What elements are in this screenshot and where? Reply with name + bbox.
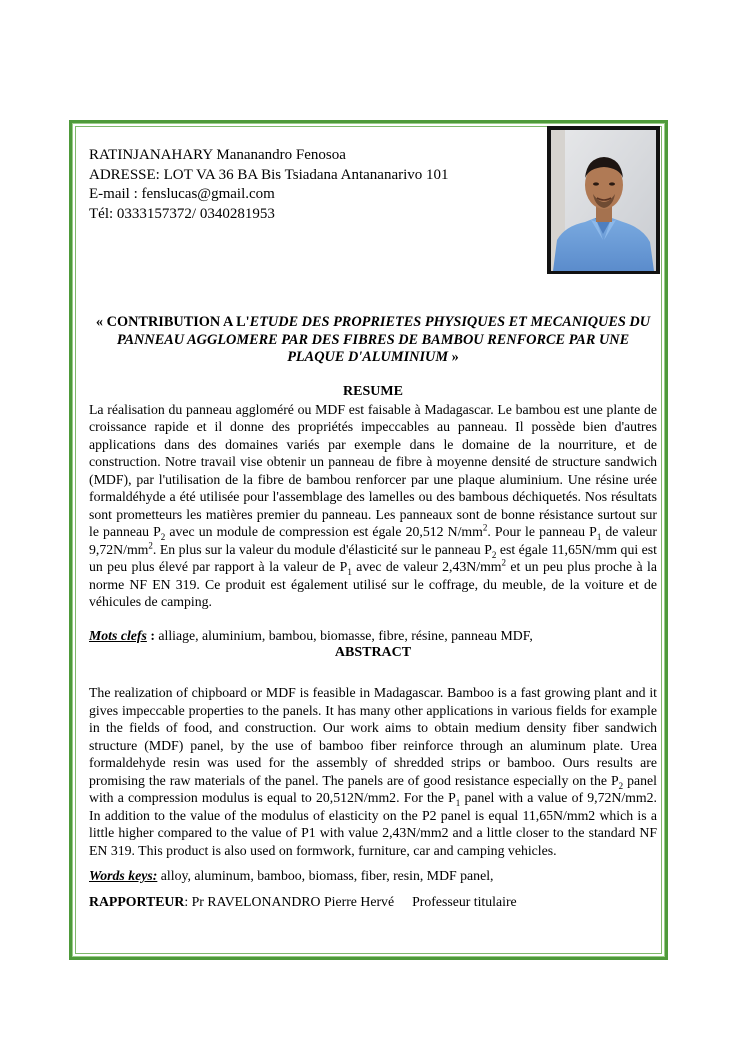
- resume-heading: RESUME: [343, 384, 403, 399]
- abstract-body: [89, 684, 657, 859]
- author-address: ADRESSE: LOT VA 36 BA Bis Tsiadana Antananarivo 101: [89, 166, 449, 183]
- title-close: »: [448, 349, 459, 365]
- resume-body: [89, 401, 657, 611]
- author-photo: [547, 126, 660, 274]
- resume-text-3: . Pour le panneau P: [487, 524, 597, 539]
- resume-sub-b: 1: [596, 531, 602, 542]
- resume-sub-a: 2: [160, 531, 166, 542]
- resume-text-1: La réalisation du panneau aggloméré ou MDF est faisable à Madagascar. Le bambou est une plante de croissance rapide et il donne des propriétés impeccables au panneau. Il possède bien d'autres applications dans des domaines variés par exemple dans le domaine de la nourriture, et de construction. Notre travail vise obtenir un panneau de fibre à moyenne densité de structure sandwich (MDF), par l'utilisation de la fibre de bambou renforcer par une plaque aluminium. Une résine urée formaldéhyde a été utilisée pour l'assemblage des lamelles ou des bambous déchiquetés. Nos résultats sont prometteurs les matières premier du panneau. Les panneaux sont de bonne résistance surtout sur le panneau P: [89, 401, 657, 539]
- rapporteur-name: : Pr RAVELONANDRO Pierre Hervé: [184, 893, 395, 909]
- abstract-keywords-text: alloy, aluminum, bamboo, biomass, fiber, resin, MDF panel,: [157, 868, 494, 883]
- resume-keywords-sep: :: [146, 627, 159, 643]
- resume-sub-c: 2: [491, 549, 497, 560]
- title-open: « CONTRIBUTION A L': [95, 314, 250, 330]
- rapporteur-title: Professeur titulaire: [412, 893, 517, 909]
- resume-keywords-text: alliage, aluminium, bambou, biomasse, fibre, résine, panneau MDF,: [158, 627, 533, 643]
- abstract-keywords: [89, 867, 657, 885]
- abstract-sub-b: 1: [455, 797, 461, 808]
- abstract-keywords-label: Words keys:: [89, 868, 158, 883]
- resume-sup-c: 2: [501, 557, 507, 568]
- resume-text-6: est égale 11,65N/mm qui est un peu plus élevé par rapport à la valeur de P: [89, 541, 657, 574]
- author-block: [89, 146, 449, 224]
- resume-text-2: avec un module de compression est égale 20,512 N/mm: [165, 524, 483, 539]
- author-name: RATINJANAHARY Mananandro Fenosoa: [89, 147, 346, 163]
- title-italic: ETUDE DES PROPRIETES PHYSIQUES ET MECANIQUES DU PANNEAU AGGLOMERE PAR DES FIBRES DE BAMBOU RENFORCE PAR UNE PLAQUE D'ALUMINIUM: [116, 314, 651, 365]
- resume-section: [89, 383, 657, 662]
- rapporteur-line: [89, 893, 657, 911]
- resume-keywords-label: Mots clefs: [89, 627, 147, 643]
- resume-text-5: . En plus sur la valeur du module d'élasticité sur le panneau P: [152, 541, 492, 557]
- resume-keywords: [89, 627, 657, 645]
- abstract-text-3: panel with a value of 9,72N/mm2. In addition to the value of the modulus of elasticity on the P2 panel is equal 11,65N/mm2 which is a little higher compared to the value of P1 with value 2,43N/mm2 and a little closer to the standard NF EN 319. This product is also used on formwork, furniture, car and camping vehicles.: [89, 790, 657, 858]
- resume-sub-d: 1: [347, 566, 352, 577]
- abstract-text-1: The realization of chipboard or MDF is feasible in Madagascar. Bamboo is a fast growing plant and it gives impeccable properties to the panels. It has many other applications in various fields for example in the fields of food, and construction. Our work aims to obtain medium density fiber sandwich structure (MDF) panel, by the use of bamboo fiber reinforce through an aluminum plate. Urea formaldehyde resin was used for the assembly of shredded strips or bamboo. Ours results are promising the raw materials of the panel. The panels are of good resistance especially on the P: [89, 685, 657, 788]
- author-phone: Tél: 0333157372/ 0340281953: [89, 205, 275, 222]
- abstract-heading: ABSTRACT: [334, 645, 412, 660]
- author-email: E-mail : fenslucas@gmail.com: [89, 186, 275, 202]
- thesis-title: [89, 314, 657, 367]
- resume-text-8: et un peu plus proche à la norme NF EN 319. Ce produit est également utilisé sur le coffrage, du meuble, de la voiture et de véhicules de camping.: [89, 559, 658, 609]
- resume-text-4: de valeur 9,72N/mm: [89, 524, 657, 557]
- resume-text-7: avec de valeur 2,43N/mm: [351, 559, 502, 574]
- portrait-icon: [551, 130, 656, 271]
- rapporteur-label: RAPPORTEUR: [89, 893, 185, 909]
- resume-sup-a: 2: [482, 522, 488, 533]
- resume-sup-b: 2: [148, 539, 153, 550]
- abstract-sub-a: 2: [618, 780, 624, 791]
- abstract-section: [89, 684, 657, 910]
- abstract-text-2: panel with a compression modulus is equal to 20,512N/mm2. For the P: [89, 772, 657, 805]
